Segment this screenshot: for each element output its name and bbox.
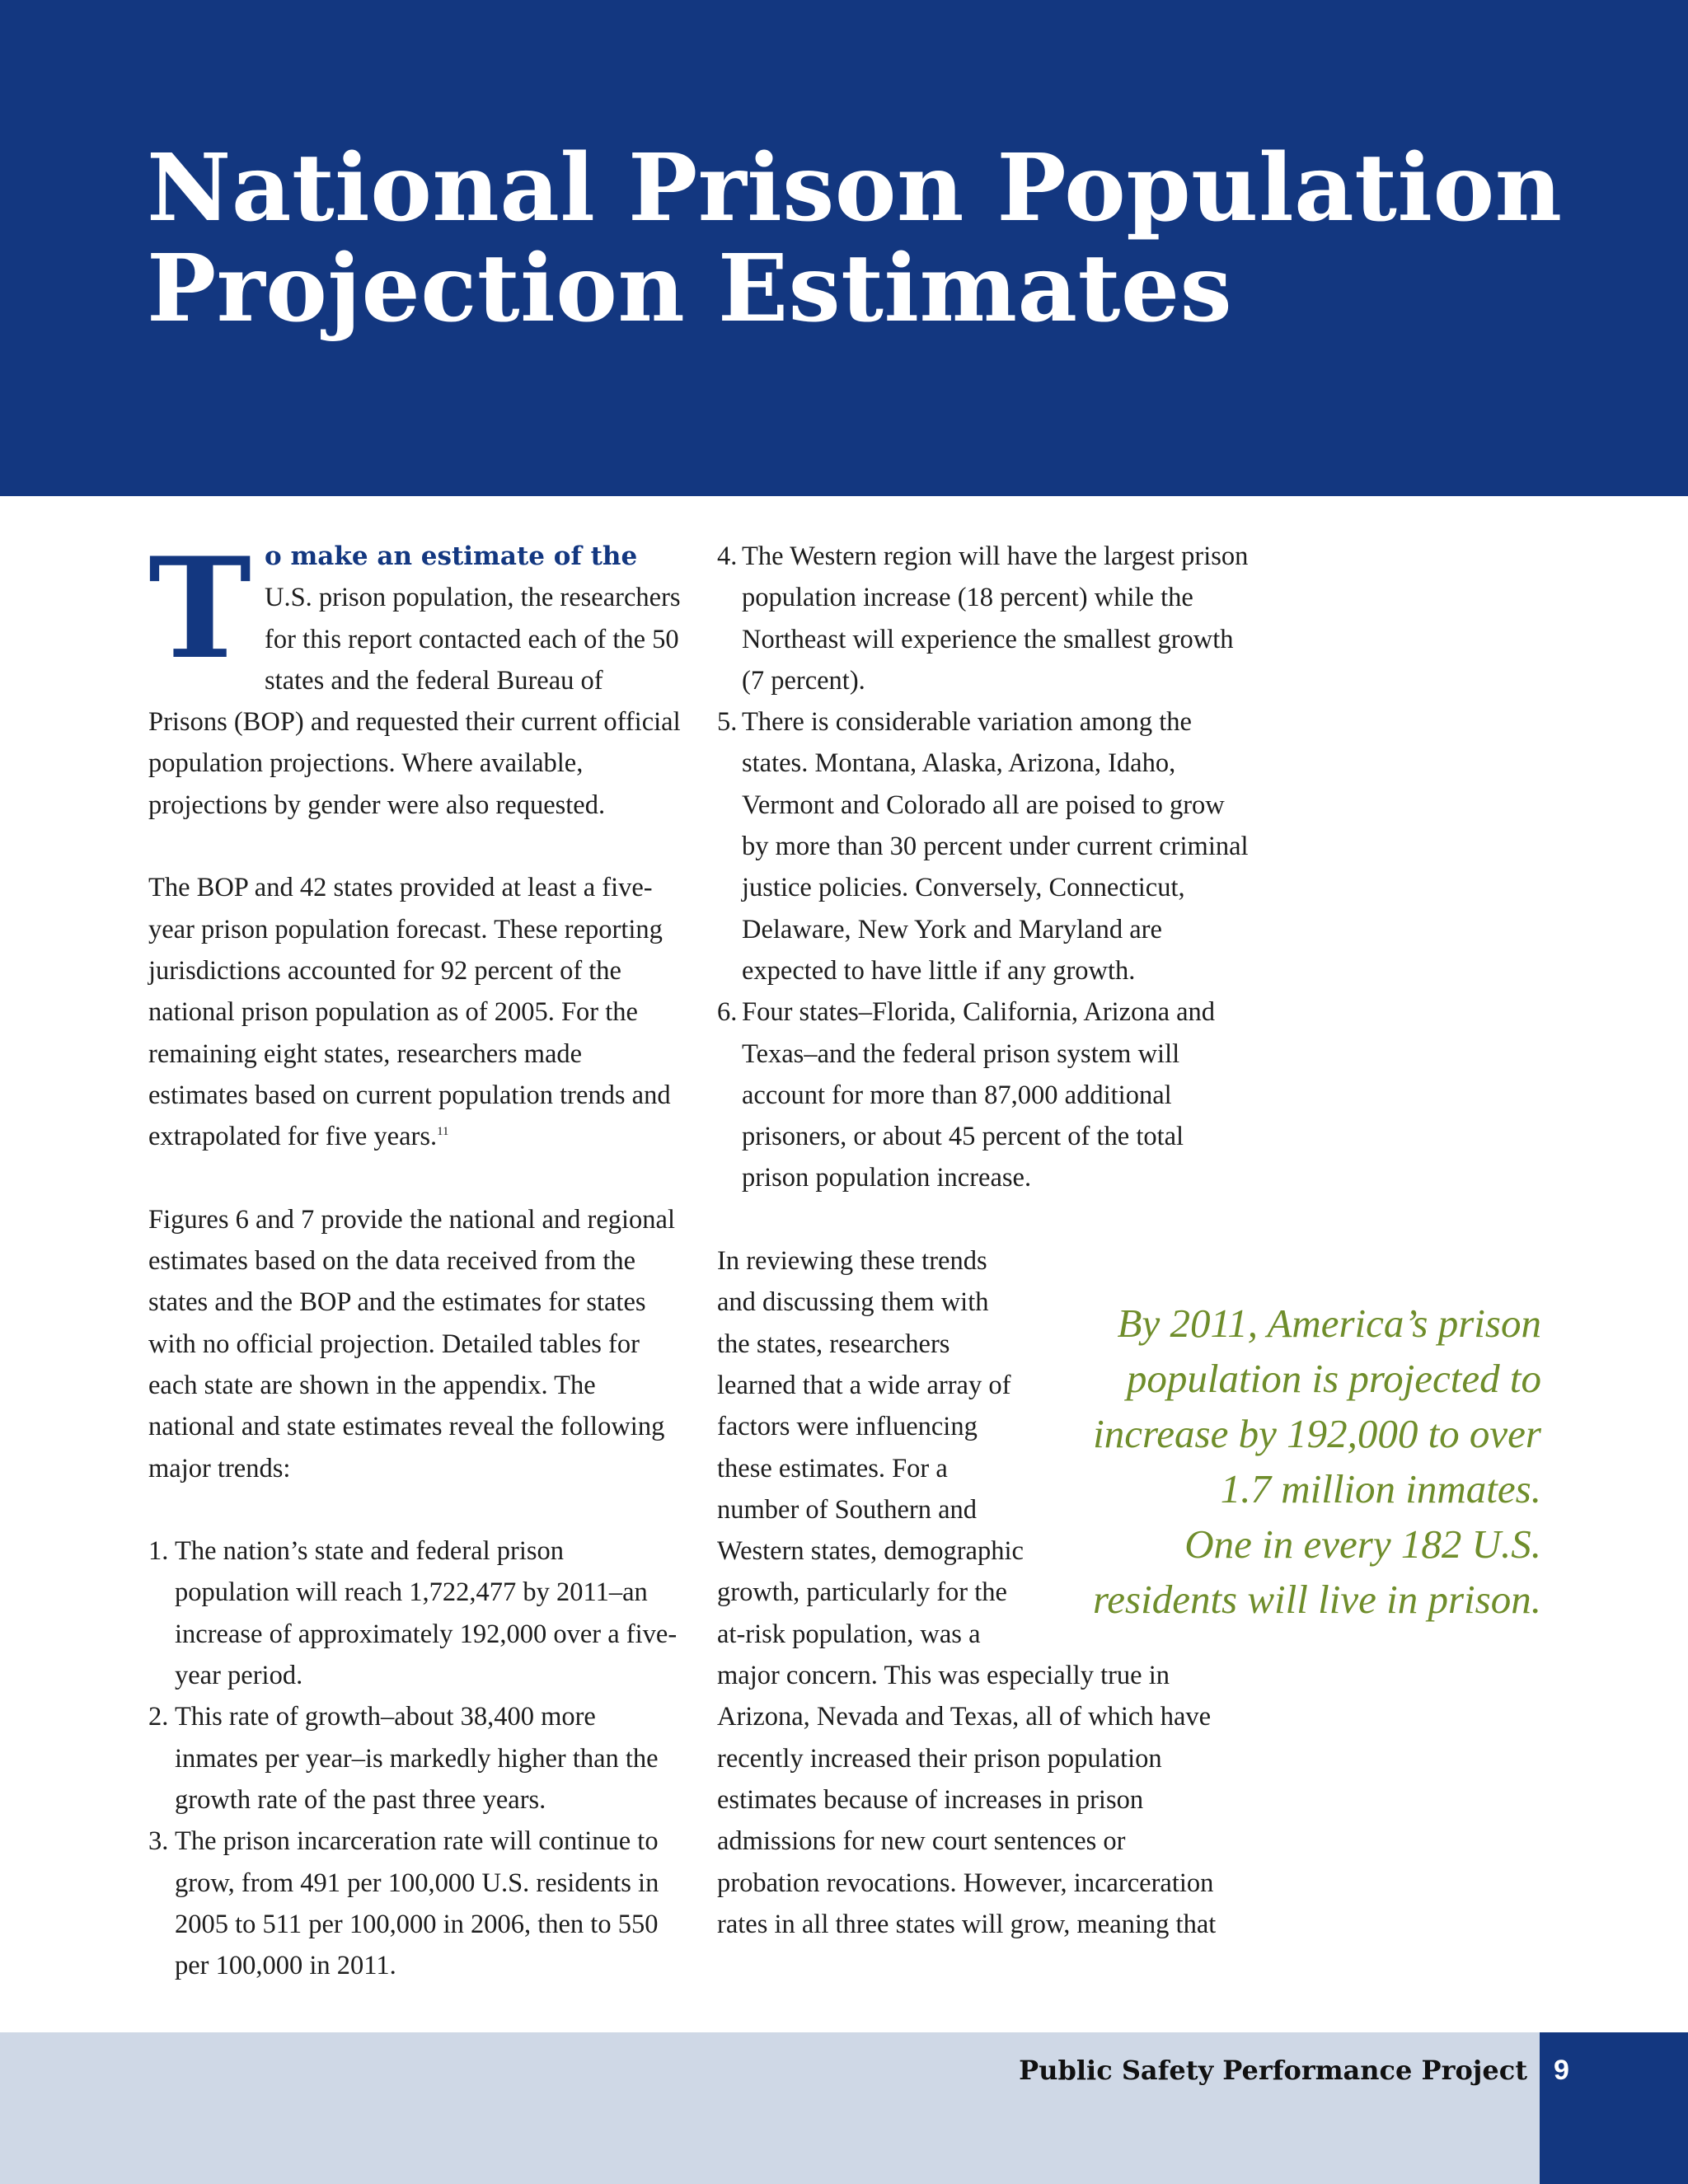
- page-title: [147, 134, 1563, 343]
- body-paragraph-2: [148, 867, 684, 1157]
- quote-line: population is projected to: [1126, 1356, 1541, 1401]
- text-line: recently increased their prison population: [717, 1743, 1162, 1774]
- drop-cap: T: [148, 527, 252, 690]
- trends-list-right: [717, 536, 1253, 1199]
- quote-line: 1.7 million inmates.: [1220, 1466, 1541, 1511]
- text-line: Western states, demographic: [717, 1536, 1024, 1567]
- pull-quote: [1088, 1296, 1541, 1627]
- paragraph-2-text: The BOP and 42 states provided at least a five-year prison population forecast. These reporting jurisdictions accounted for 92 percent of the national prison population as of 2005. For the remaining eight states, researchers made estimates based on current population trends and extrapolated for five years.: [148, 873, 671, 1152]
- quote-line: increase by 192,000 to over: [1093, 1411, 1541, 1456]
- text-line: growth, particularly for the: [717, 1577, 1007, 1608]
- list-text: The prison incarceration rate will continue to grow, from 491 per 100,000 U.S. residents in 2005 to 511 per 100,000 in 2006, then to 550 per 100,000 in 2011.: [175, 1826, 659, 1981]
- list-item: [148, 1821, 684, 1986]
- title-line-1: National Prison Population: [147, 134, 1563, 242]
- list-number: 2.: [148, 1702, 169, 1732]
- text-line: number of Southern and: [717, 1494, 978, 1525]
- list-number: 1.: [148, 1536, 169, 1567]
- list-number: 6.: [717, 997, 738, 1028]
- list-number: 4.: [717, 541, 738, 571]
- list-item: [148, 1530, 684, 1696]
- text-line: factors were influencing: [717, 1412, 978, 1442]
- list-text: The nation’s state and federal prison population will reach 1,722,477 by 2011–an increase of approximately 192,000 over a five-year period.: [175, 1536, 678, 1691]
- list-text: There is considerable variation among the states. Montana, Alaska, Arizona, Idaho, Vermont and Colorado all are poised to grow by more than 30 percent under current criminal justice policies. Conversely, Connecticut, Delaware, New York and Maryland are expected to have little if any growth.: [742, 707, 1249, 986]
- text-line: major concern. This was especially true in: [717, 1661, 1170, 1691]
- text-line: learned that a wide array of: [717, 1370, 1011, 1400]
- intro-text: U.S. prison population, the researchers for this report contacted each of the 50 states and the federal Bureau of Prisons (BOP) and requested their current official population projections. Where available, projections by gender were also requested.: [148, 583, 681, 820]
- intro-paragraph: [148, 527, 684, 826]
- quote-line: One in every 182 U.S.: [1184, 1521, 1541, 1567]
- list-number: 3.: [148, 1826, 169, 1857]
- list-text: This rate of growth–about 38,400 more inmates per year–is markedly higher than the growth rate of the past three years.: [175, 1702, 659, 1815]
- text-line: at-risk population, was a: [717, 1619, 981, 1649]
- quote-line: By 2011, America’s prison: [1117, 1301, 1541, 1346]
- body-paragraph-3: Figures 6 and 7 provide the national and regional estimates based on the data received from the states and the BOP and the estimates for states with no official projection. Detailed tables for each state are shown in the appendix. The national and state estimates reveal the following major trends:: [148, 1204, 676, 1483]
- list-text: The Western region will have the largest prison population increase (18 percent) while the Northeast will experience the smallest growth (7 percent).: [742, 541, 1249, 696]
- intro-lead-in: o make an estimate of the: [265, 541, 638, 571]
- text-line: and discussing them with: [717, 1287, 989, 1318]
- text-line: the states, researchers: [717, 1329, 950, 1359]
- text-line: rates in all three states will grow, meaning that: [717, 1909, 1217, 1939]
- text-line: probation revocations. However, incarceration: [717, 1868, 1214, 1898]
- trends-list-left: [148, 1530, 684, 1986]
- left-column: [148, 527, 684, 1986]
- text-line: estimates because of increases in prison: [717, 1784, 1144, 1815]
- title-line-2: Projection Estimates: [147, 235, 1233, 343]
- text-line: these estimates. For a: [717, 1453, 948, 1483]
- footnote-marker: 11: [437, 1125, 449, 1139]
- quote-line: residents will live in prison.: [1093, 1577, 1541, 1622]
- footer-title: Public Safety Performance Project: [1019, 2055, 1527, 2086]
- list-item: [717, 701, 1253, 991]
- list-item: [148, 1696, 684, 1821]
- text-line: admissions for new court sentences or: [717, 1826, 1126, 1857]
- page-number: 9: [1554, 2055, 1569, 2086]
- list-number: 5.: [717, 707, 738, 738]
- list-item: [717, 536, 1253, 701]
- list-text: Four states–Florida, California, Arizona and Texas–and the federal prison system will account for more than 87,000 additional prisoners, or about 45 percent of the total prison population increase.: [742, 997, 1216, 1193]
- text-line: In reviewing these trends: [717, 1246, 987, 1277]
- list-item: [717, 991, 1253, 1198]
- right-column: [717, 536, 1253, 1945]
- text-line: Arizona, Nevada and Texas, all of which have: [717, 1702, 1212, 1732]
